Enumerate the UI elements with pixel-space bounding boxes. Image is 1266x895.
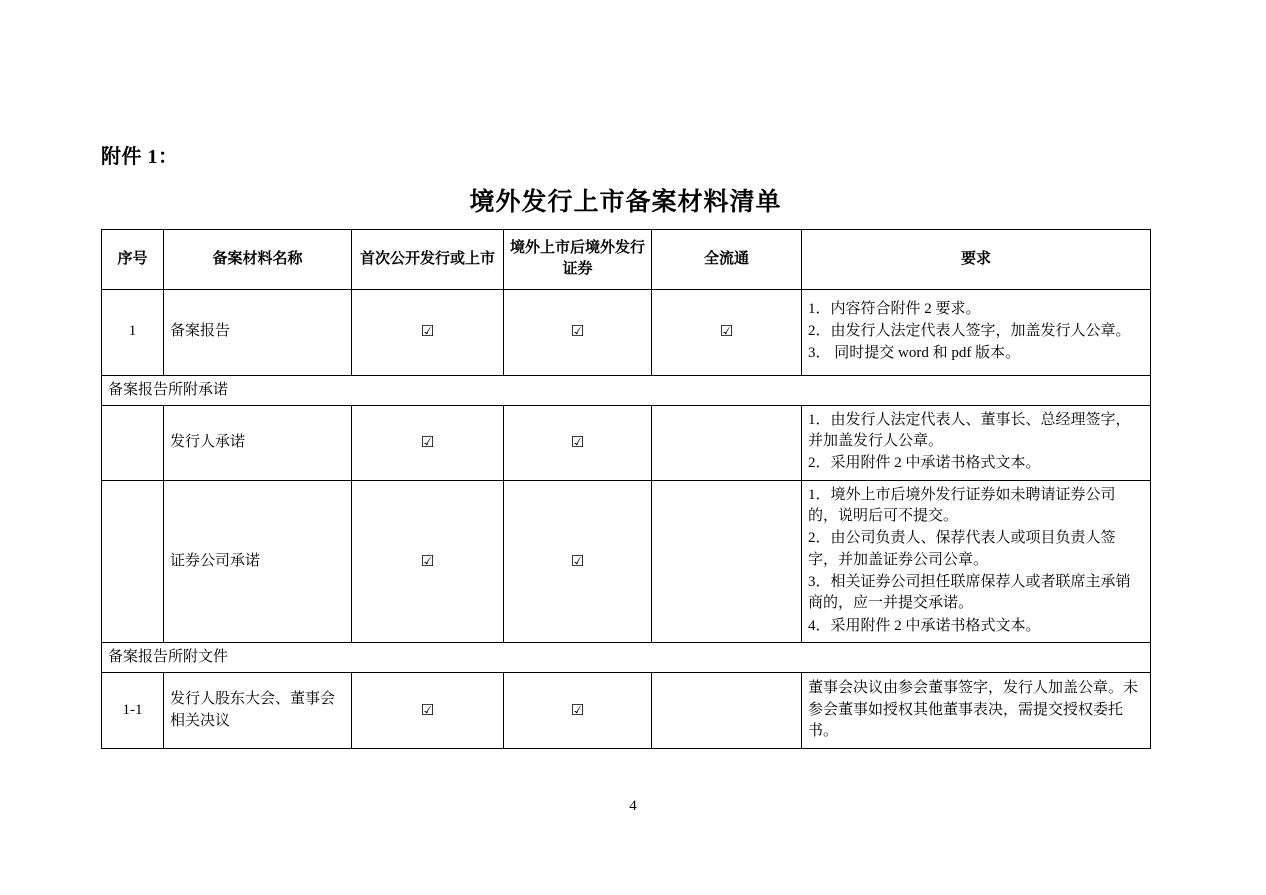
- table-body: [102, 289, 1151, 749]
- requirement-line: 3． 同时提交 word 和 pdf 版本。: [808, 345, 1021, 362]
- checkbox-after-listing[interactable]: ☑: [504, 480, 652, 642]
- checkbox-after-listing[interactable]: ☑: [504, 289, 652, 375]
- cell-seq: [102, 480, 164, 642]
- checkbox-ipo[interactable]: ☑: [352, 289, 504, 375]
- cell-seq: [102, 405, 164, 480]
- column-header-after-listing: 境外上市后境外发行证券: [504, 230, 652, 290]
- cell-requirement: [802, 289, 1151, 375]
- column-header-requirement: 要求: [802, 230, 1151, 290]
- table-section-row: [102, 375, 1151, 405]
- requirement-line: 3．相关证券公司担任联席保荐人或者联席主承销商的，应一并提交承诺。: [808, 573, 1131, 612]
- checkbox-after-listing[interactable]: ☑: [504, 673, 652, 749]
- checkbox-ipo[interactable]: ☑: [352, 480, 504, 642]
- cell-name: 备案报告: [164, 289, 352, 375]
- column-header-name: 备案材料名称: [164, 230, 352, 290]
- cell-name: 发行人股东大会、董事会相关决议: [164, 673, 352, 749]
- requirement-line: 4．采用附件 2 中承诺书格式文本。: [808, 617, 1041, 634]
- requirement-line: 董事会决议由参会董事签字，发行人加盖公章。未参会董事如授权其他董事表决，需提交授权委托书。: [808, 680, 1139, 739]
- checkbox-ipo[interactable]: ☑: [352, 405, 504, 480]
- table-row: [102, 405, 1151, 480]
- column-header-ipo: 首次公开发行或上市: [352, 230, 504, 290]
- requirement-line: 1．由发行人法定代表人、董事长、总经理签字，并加盖发行人公章。: [808, 411, 1131, 450]
- cell-seq: 1: [102, 289, 164, 375]
- requirement-line: 1．内容符合附件 2 要求。: [808, 300, 981, 317]
- requirement-line: 2．采用附件 2 中承诺书格式文本。: [808, 455, 1041, 472]
- cell-requirement: [802, 405, 1151, 480]
- table-row: [102, 289, 1151, 375]
- checkbox-full-circulation[interactable]: [652, 673, 802, 749]
- column-header-seq: 序号: [102, 230, 164, 290]
- table-row: [102, 673, 1151, 749]
- cell-name: 证券公司承诺: [164, 480, 352, 642]
- checkbox-full-circulation[interactable]: ☑: [652, 289, 802, 375]
- requirement-line: 1．境外上市后境外发行证券如未聘请证券公司的，说明后可不提交。: [808, 486, 1116, 525]
- filing-materials-table: [101, 229, 1151, 749]
- checkbox-full-circulation[interactable]: [652, 405, 802, 480]
- checkbox-full-circulation[interactable]: [652, 480, 802, 642]
- checkbox-ipo[interactable]: ☑: [352, 673, 504, 749]
- attachment-label: 附件 1：: [101, 146, 179, 168]
- table-header-row: [102, 230, 1151, 290]
- requirement-line: 2．由发行人法定代表人签字，加盖发行人公章。: [808, 322, 1131, 339]
- cell-requirement: [802, 673, 1151, 749]
- cell-name: 发行人承诺: [164, 405, 352, 480]
- page-number: 4: [629, 798, 637, 814]
- cell-seq: 1-1: [102, 673, 164, 749]
- checkbox-after-listing[interactable]: ☑: [504, 405, 652, 480]
- section-label-documents: 备案报告所附文件: [102, 642, 1151, 672]
- column-header-full-circulation: 全流通: [652, 230, 802, 290]
- table-section-row: [102, 642, 1151, 672]
- section-label-commitments: 备案报告所附承诺: [102, 375, 1151, 405]
- requirement-line: 2．由公司负责人、保荐代表人或项目负责人签字，并加盖证券公司公章。: [808, 530, 1116, 568]
- cell-requirement: [802, 480, 1151, 642]
- table-row: [102, 480, 1151, 642]
- page-title: 境外发行上市备案材料清单: [469, 189, 782, 216]
